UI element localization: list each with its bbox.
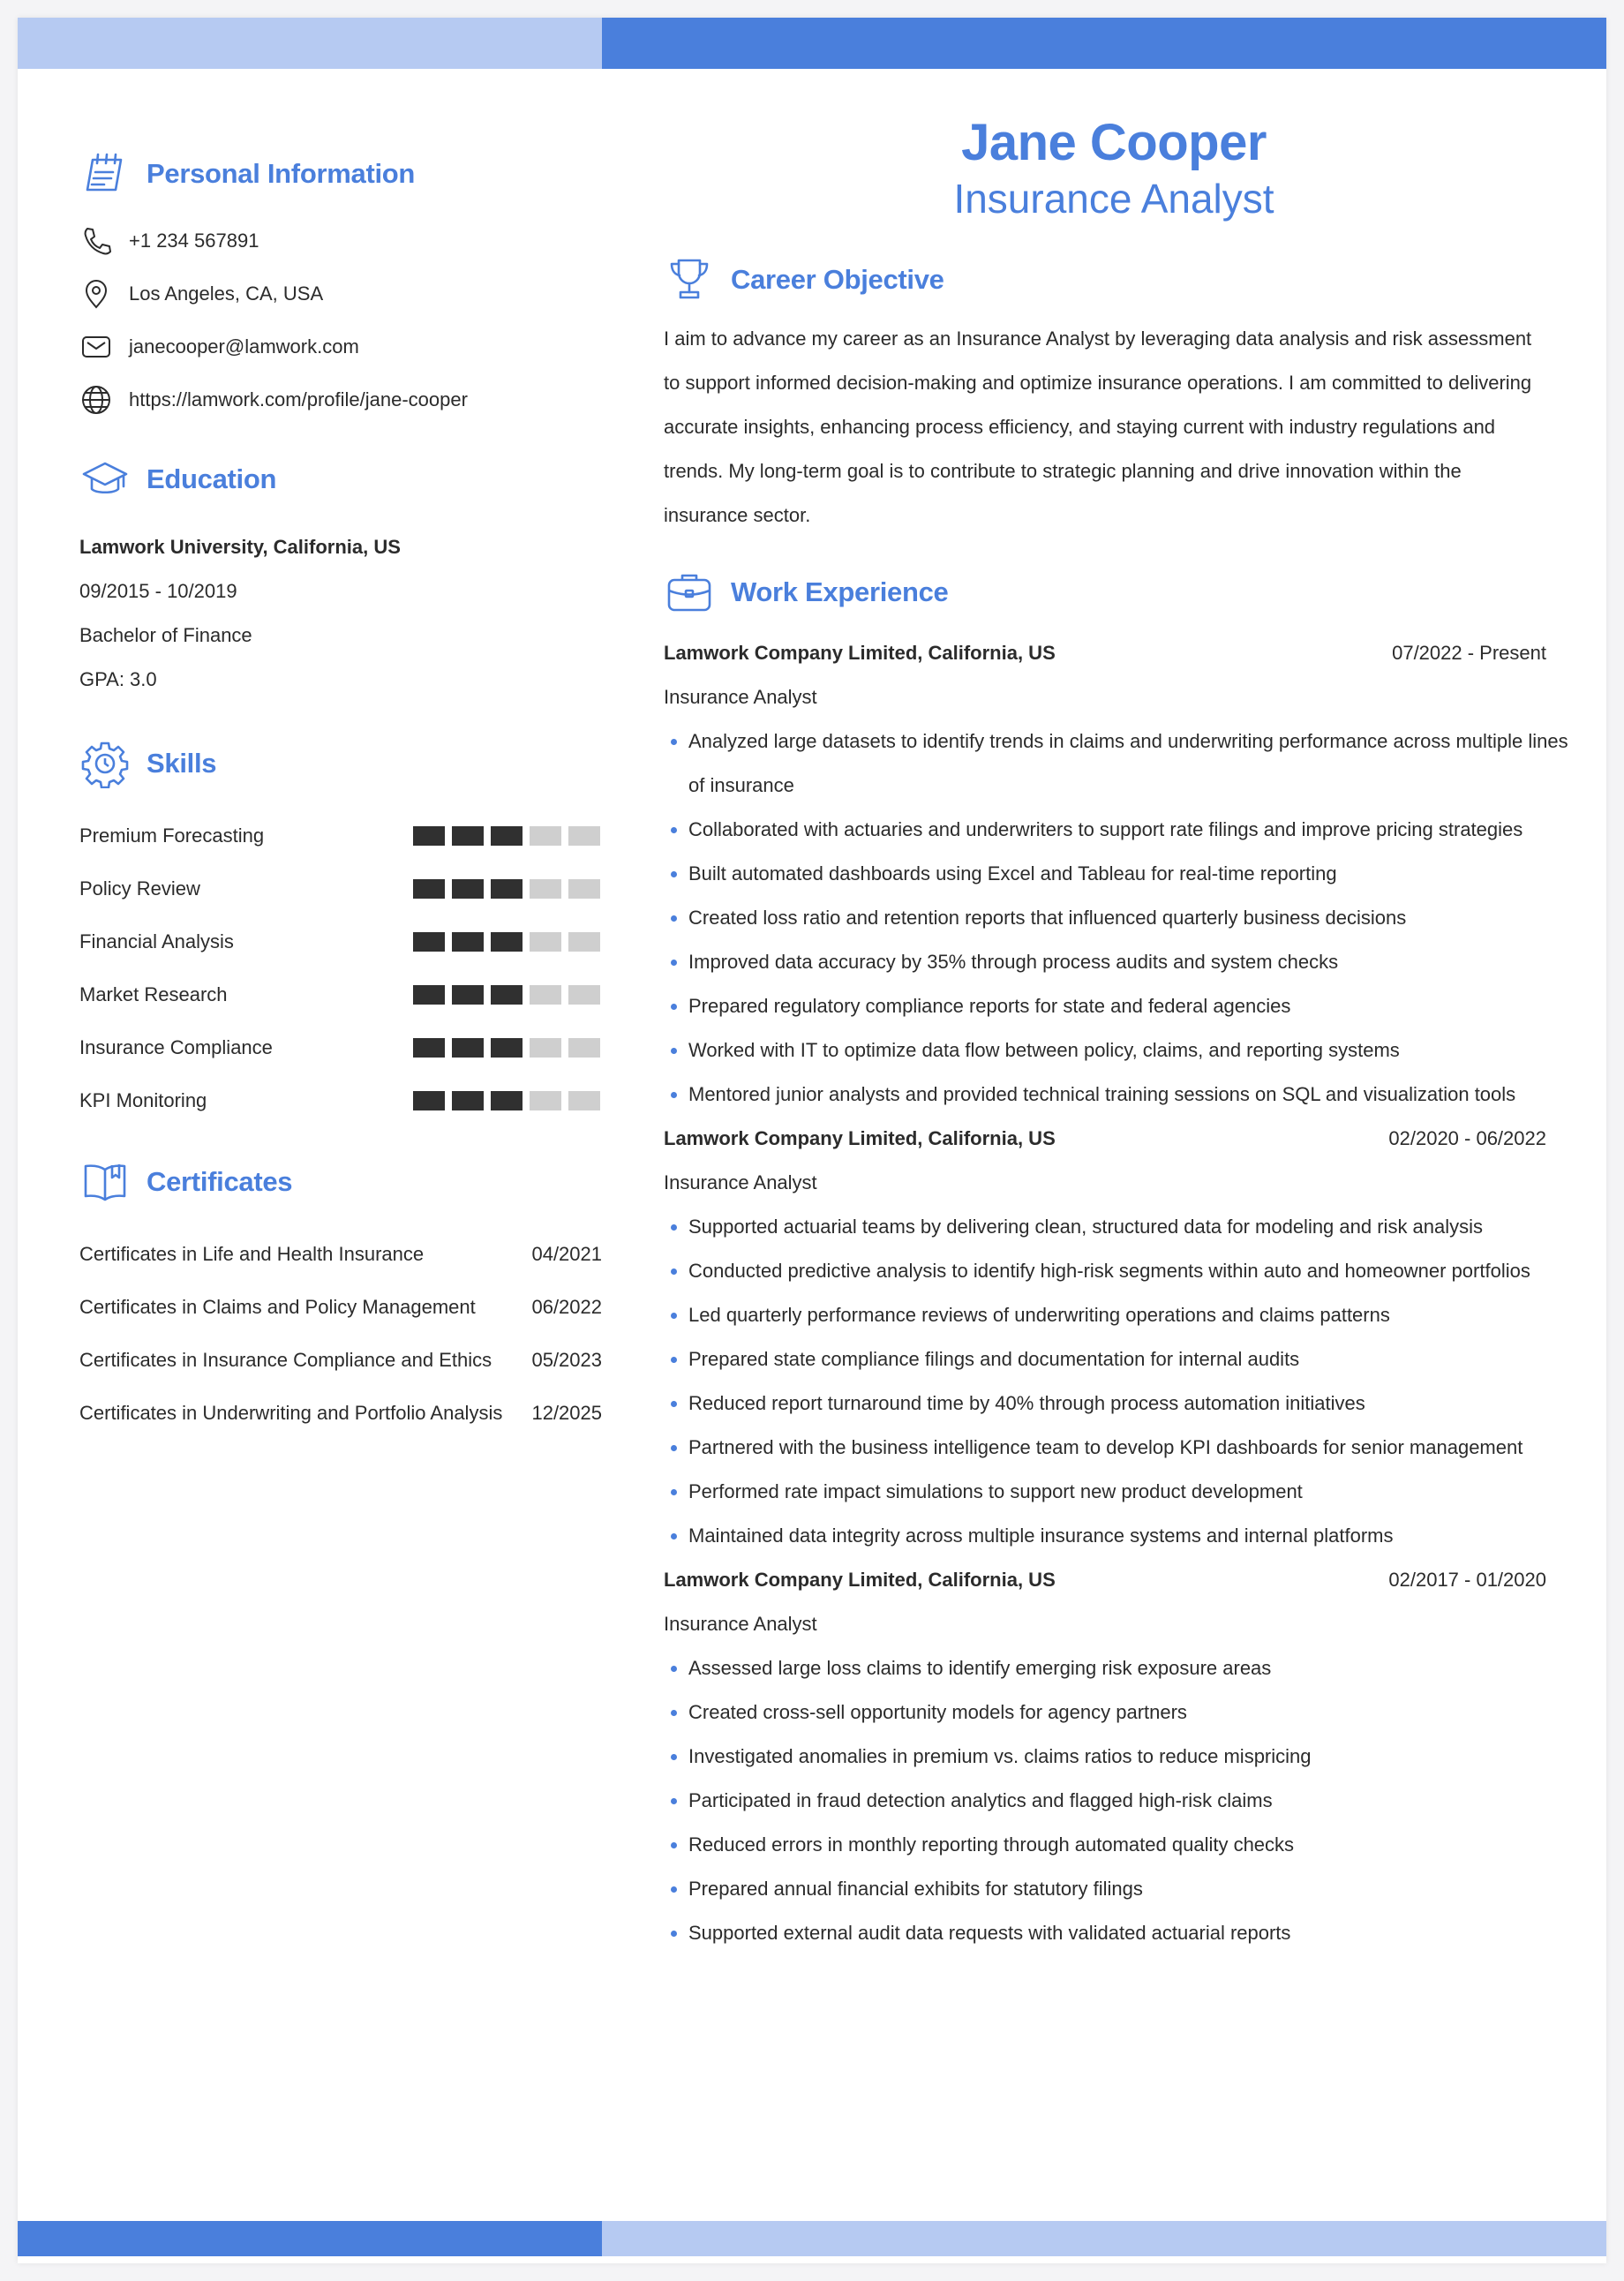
certificate-date: 04/2021 [531, 1243, 602, 1265]
skill-segment [568, 1038, 600, 1058]
certificate-date: 12/2025 [531, 1402, 602, 1424]
job-company: Lamwork Company Limited, California, US [664, 641, 1056, 664]
objective-text: I aim to advance my career as an Insurance Analyst by leveraging data analysis and risk assessment to support informed decision-making and optimize insurance operations. I am committed to delivering accurate insights, enhancing process efficiency, and staying current with industry regulations and trends. My long-term goal is to contribute to strategic planning and drive innovation within the insurance sector. [664, 327, 1532, 526]
top-band-light [18, 18, 602, 69]
job-bullet: Prepared annual financial exhibits for statutory filings [664, 1867, 1571, 1911]
skill-segment [413, 879, 445, 899]
job-bullet: Analyzed large datasets to identify trends in claims and underwriting performance across multiple lines of insurance [664, 719, 1571, 808]
skill-segment [452, 826, 484, 846]
certificate-date: 06/2022 [531, 1296, 602, 1318]
certificate-name: Certificates in Insurance Compliance and Ethics [79, 1349, 492, 1371]
skill-level-bar [413, 879, 600, 899]
experience-header [664, 564, 1564, 621]
job-dates: 07/2022 - Present [1392, 641, 1546, 664]
skill-segment [491, 1038, 523, 1058]
education-dates: 09/2015 - 10/2019 [79, 580, 237, 602]
skill-level-bar [413, 985, 600, 1005]
contact-website [79, 373, 609, 426]
skill-row [79, 1021, 600, 1074]
certificate-name: Certificates in Life and Health Insurance [79, 1243, 425, 1265]
skill-segment [413, 826, 445, 846]
contact-email [79, 320, 609, 373]
skill-segment [413, 1038, 445, 1058]
skills-list [79, 809, 609, 1127]
book-icon [79, 1156, 131, 1208]
skill-segment [568, 826, 600, 846]
left-column [79, 146, 609, 1440]
skill-name: Premium Forecasting [79, 824, 265, 847]
skill-row [79, 1074, 600, 1127]
education-title: Education [147, 463, 277, 494]
objective-title: Career Objective [731, 263, 944, 295]
education-gpa: GPA: 3.0 [79, 668, 157, 690]
skill-segment [568, 932, 600, 952]
skill-segment [530, 932, 561, 952]
globe-icon [79, 383, 113, 417]
resume-page [18, 18, 1606, 2263]
skill-segment [530, 985, 561, 1005]
certificate-name: Certificates in Underwriting and Portfolio Analysis [79, 1402, 503, 1424]
job-bullet: Led quarterly performance reviews of underwriting operations and claims patterns [664, 1293, 1571, 1337]
job-bullets [664, 1205, 1564, 1558]
skill-row [79, 968, 600, 1021]
briefcase-icon [664, 567, 715, 618]
skill-segment [491, 932, 523, 952]
personal-info-title: Personal Information [147, 158, 416, 189]
skill-segment [452, 932, 484, 952]
job-entry [664, 1117, 1564, 1558]
job-role: Insurance Analyst [664, 685, 817, 708]
trophy-icon [664, 254, 715, 305]
education-degree: Bachelor of Finance [79, 624, 252, 646]
skill-name: Policy Review [79, 877, 200, 900]
skill-level-bar [413, 826, 600, 846]
certificate-row [79, 1334, 602, 1387]
job-bullet: Performed rate impact simulations to support new product development [664, 1470, 1571, 1514]
contact-phone [79, 215, 609, 267]
certificate-row [79, 1228, 602, 1281]
graduation-cap-icon [79, 454, 131, 505]
website-text: https://lamwork.com/profile/jane-cooper [129, 388, 468, 410]
certificate-row [79, 1387, 602, 1440]
skill-segment [530, 1091, 561, 1110]
skill-segment [452, 1038, 484, 1058]
skill-segment [530, 1038, 561, 1058]
job-bullet: Prepared regulatory compliance reports for state and federal agencies [664, 984, 1571, 1028]
candidate-name: Jane Cooper [961, 114, 1267, 171]
skills-title: Skills [147, 748, 217, 779]
notepad-icon [79, 148, 131, 199]
skill-segment [530, 826, 561, 846]
job-bullet: Prepared state compliance filings and documentation for internal audits [664, 1337, 1571, 1381]
certificate-name: Certificates in Claims and Policy Management [79, 1296, 476, 1318]
location-text: Los Angeles, CA, USA [129, 282, 324, 305]
job-bullet: Worked with IT to optimize data flow between policy, claims, and reporting systems [664, 1028, 1571, 1073]
location-pin-icon [79, 277, 113, 311]
candidate-title: Insurance Analyst [953, 175, 1274, 222]
job-bullet: Mentored junior analysts and provided technical training sessions on SQL and visualization tools [664, 1073, 1571, 1117]
skill-row [79, 915, 600, 968]
skill-segment [491, 1091, 523, 1110]
job-bullet: Reduced report turnaround time by 40% through process automation initiatives [664, 1381, 1571, 1426]
job-bullet: Supported external audit data requests with validated actuarial reports [664, 1911, 1571, 1955]
bottom-band-light [602, 2221, 1606, 2256]
skill-segment [568, 1091, 600, 1110]
job-bullet: Investigated anomalies in premium vs. claims ratios to reduce mispricing [664, 1735, 1571, 1779]
job-bullet: Created loss ratio and retention reports that influenced quarterly business decisions [664, 896, 1571, 940]
top-band-dark [602, 18, 1606, 69]
personal-info-header [79, 146, 609, 202]
skill-segment [452, 985, 484, 1005]
certificate-row [79, 1281, 602, 1334]
job-bullet: Created cross-sell opportunity models for agency partners [664, 1690, 1571, 1735]
job-bullet: Partnered with the business intelligence team to develop KPI dashboards for senior management [664, 1426, 1571, 1470]
envelope-icon [79, 330, 113, 364]
job-dates: 02/2017 - 01/2020 [1388, 1568, 1546, 1591]
phone-text: +1 234 567891 [129, 230, 259, 252]
skill-segment [413, 932, 445, 952]
skill-name: Financial Analysis [79, 930, 234, 952]
skill-row [79, 809, 600, 862]
objective-header [664, 252, 1564, 308]
skill-segment [452, 1091, 484, 1110]
certificates-header [79, 1154, 609, 1210]
skill-segment [491, 879, 523, 899]
certificates-title: Certificates [147, 1166, 293, 1197]
skill-level-bar [413, 1091, 600, 1110]
job-bullet: Conducted predictive analysis to identify high-risk segments within auto and homeowner portfolios [664, 1249, 1571, 1293]
education-school: Lamwork University, California, US [79, 536, 401, 558]
contact-location [79, 267, 609, 320]
job-entry [664, 1558, 1564, 1955]
skill-segment [568, 879, 600, 899]
skill-segment [491, 826, 523, 846]
job-bullet: Reduced errors in monthly reporting through automated quality checks [664, 1823, 1571, 1867]
job-bullet: Supported actuarial teams by delivering clean, structured data for modeling and risk analysis [664, 1205, 1571, 1249]
job-bullets [664, 719, 1568, 1117]
gear-icon [79, 738, 131, 789]
job-bullet: Maintained data integrity across multiple insurance systems and internal platforms [664, 1514, 1571, 1558]
skills-header [79, 735, 609, 792]
skill-segment [413, 985, 445, 1005]
skill-name: KPI Monitoring [79, 1089, 207, 1111]
skill-name: Market Research [79, 983, 228, 1005]
job-role: Insurance Analyst [664, 1171, 817, 1193]
skill-segment [568, 985, 600, 1005]
job-bullets [664, 1646, 1564, 1955]
skill-segment [530, 879, 561, 899]
job-company: Lamwork Company Limited, California, US [664, 1568, 1056, 1591]
skill-level-bar [413, 932, 600, 952]
job-bullet: Participated in fraud detection analytics and flagged high-risk claims [664, 1779, 1571, 1823]
skill-segment [491, 985, 523, 1005]
job-dates: 02/2020 - 06/2022 [1388, 1126, 1546, 1149]
phone-icon [79, 224, 113, 258]
job-bullet: Collaborated with actuaries and underwriters to support rate filings and improve pricing strategies [664, 808, 1571, 852]
skill-segment [452, 879, 484, 899]
job-entry [664, 631, 1568, 1117]
job-bullet: Assessed large loss claims to identify emerging risk exposure areas [664, 1646, 1571, 1690]
certificate-date: 05/2023 [531, 1349, 602, 1371]
experience-title: Work Experience [731, 576, 949, 607]
email-text: janecooper@lamwork.com [129, 335, 359, 358]
skill-level-bar [413, 1038, 600, 1058]
job-bullet: Built automated dashboards using Excel and Tableau for real-time reporting [664, 852, 1571, 896]
education-header [79, 451, 609, 508]
job-header [664, 1558, 1546, 1602]
skill-name: Insurance Compliance [79, 1036, 273, 1058]
job-header [664, 1117, 1546, 1161]
bottom-band-dark [18, 2221, 602, 2256]
job-role: Insurance Analyst [664, 1612, 817, 1635]
job-bullet: Improved data accuracy by 35% through process audits and system checks [664, 940, 1571, 984]
job-header [664, 631, 1546, 675]
skill-row [79, 862, 600, 915]
job-company: Lamwork Company Limited, California, US [664, 1126, 1056, 1149]
skill-segment [413, 1091, 445, 1110]
right-column [664, 114, 1568, 1955]
